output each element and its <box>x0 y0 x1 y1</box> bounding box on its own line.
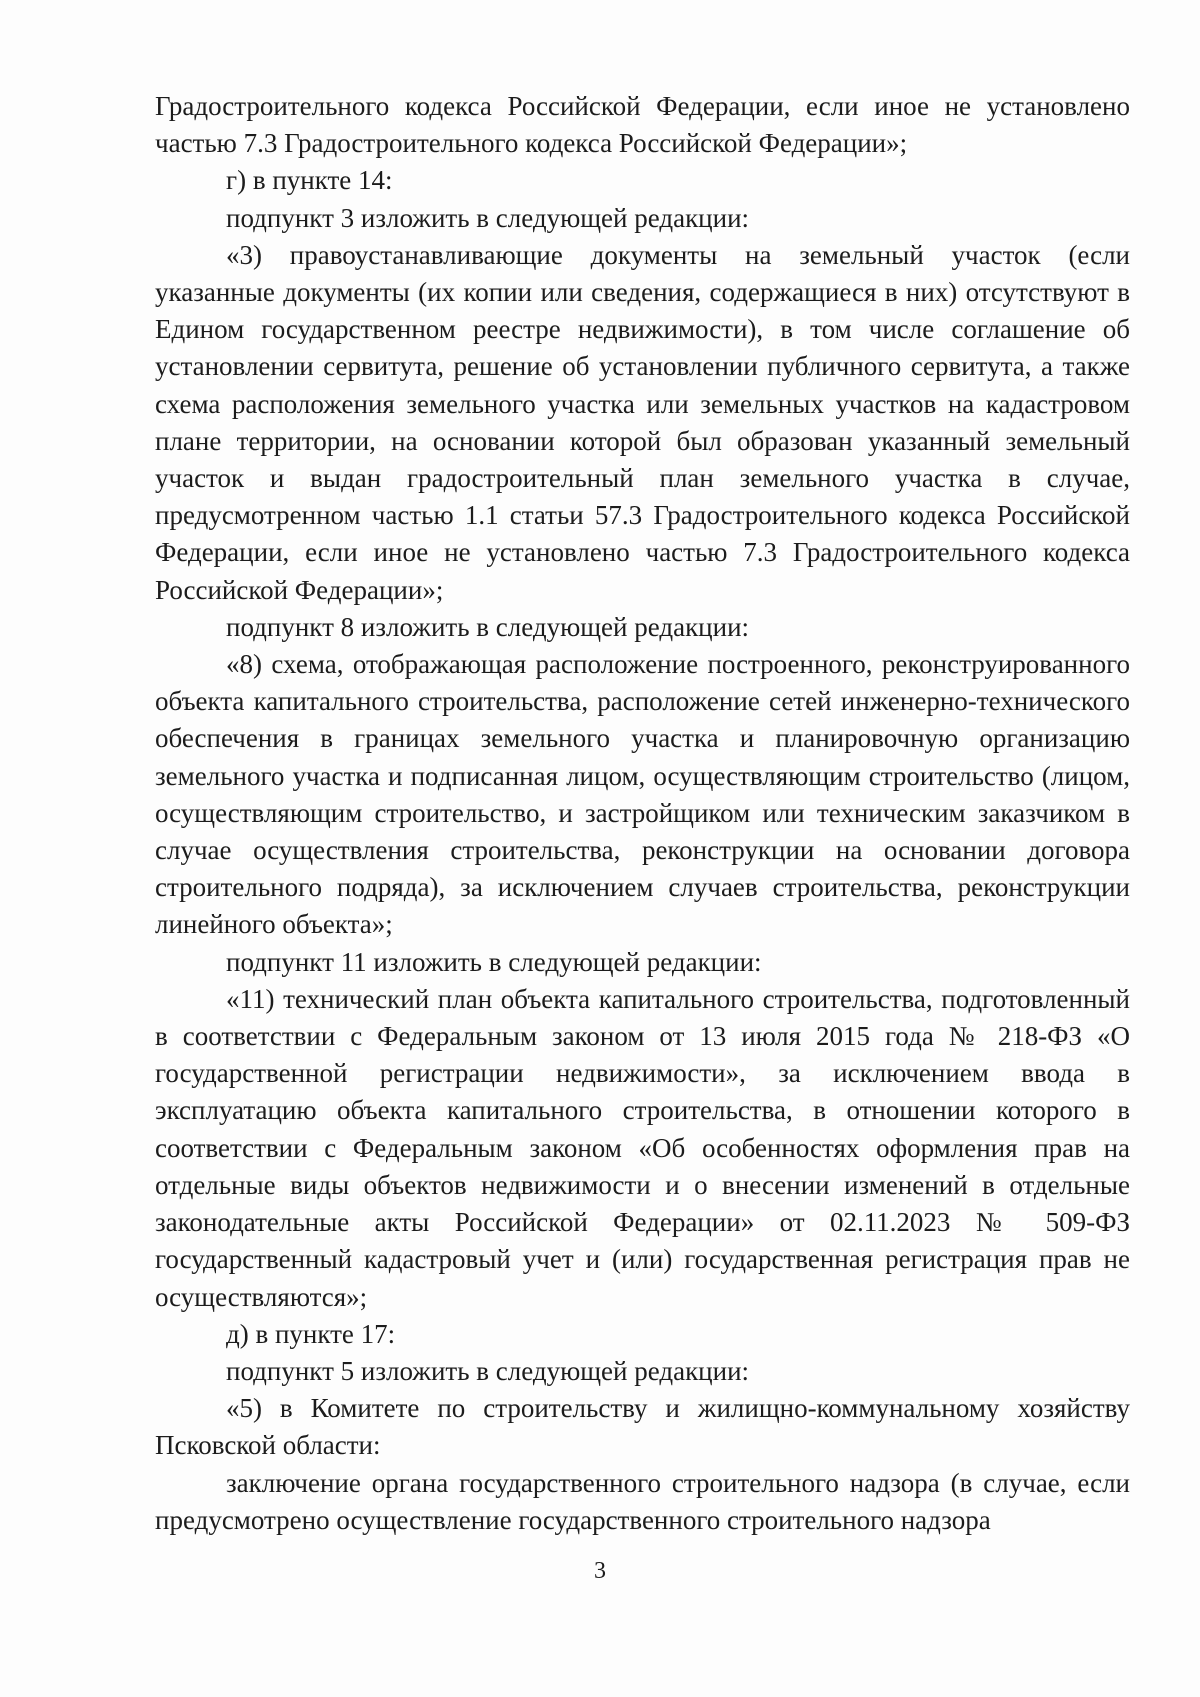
paragraph-2: г) в пункте 14: <box>226 165 393 196</box>
paragraph-3: подпункт 3 изложить в следующей редакции: <box>226 202 750 233</box>
paragraph-10: подпункт 5 изложить в следующей редакции: <box>226 1355 750 1386</box>
page-number: 3 <box>594 1558 606 1584</box>
paragraph-6: «8) схема, отображающая расположение построенного, реконструированного объекта капитального строительства, расположение сетей инженерно-технического обеспечения в границах земельного участка и планировочную организацию земельного участка и подписанная лицом, осуществляющим строительство (лицом, осуществляющим строительство, и застройщиком или техническим заказчиком в случае осуществления строительства, реконструкции на основании договора строительного подряда), за исключением случаев строительства, реконструкции линейного объекта»; <box>155 649 1130 940</box>
document-body <box>155 88 1130 1539</box>
paragraph-4: «3) правоустанавливающие документы на земельный участок (если указанные документы (их копии или сведения, содержащиеся в них) отсутствуют в Едином государственном реестре недвижимости), в том числе соглашение об установлении сервитута, решение об установлении публичного сервитута, а также схема расположения земельного участка или земельных участков на кадастровом плане территории, на основании которой был образован указанный земельный участок и выдан градостроительный план земельного участка в случае, предусмотренном частью 1.1 статьи 57.3 Градостроительного кодекса Российской Федерации, если иное не установлено частью 7.3 Градостроительного кодекса Российской Федерации»; <box>155 239 1130 605</box>
paragraph-1: Градостроительного кодекса Российской Федерации, если иное не установлено частью 7.3 Градостроительного кодекса Российской Федерации»; <box>155 91 1130 159</box>
paragraph-11: «5) в Комитете по строительству и жилищно-коммунальному хозяйству Псковской области: <box>155 1393 1130 1461</box>
paragraph-12: заключение органа государственного строительного надзора (в случае, если предусмотрено осуществление государственного строительного надзора <box>155 1467 1130 1535</box>
paragraph-9: д) в пункте 17: <box>226 1318 396 1349</box>
paragraph-5: подпункт 8 изложить в следующей редакции: <box>226 611 750 642</box>
paragraph-7: подпункт 11 изложить в следующей редакции: <box>226 946 762 977</box>
paragraph-8: «11) технический план объекта капитального строительства, подготовленный в соответствии с Федеральным законом от 13 июля 2015 года № 218-ФЗ «О государственной регистрации недвижимости», за исключением ввода в эксплуатацию объекта капитального строительства, в отношении которого в соответствии с Федеральным законом «Об особенностях оформления прав на отдельные виды объектов недвижимости и о внесении изменений в отдельные законодательные акты Российской Федерации» от 02.11.2023 № 509-ФЗ государственный кадастровый учет и (или) государственная регистрация прав не осуществляются»; <box>155 983 1130 1312</box>
